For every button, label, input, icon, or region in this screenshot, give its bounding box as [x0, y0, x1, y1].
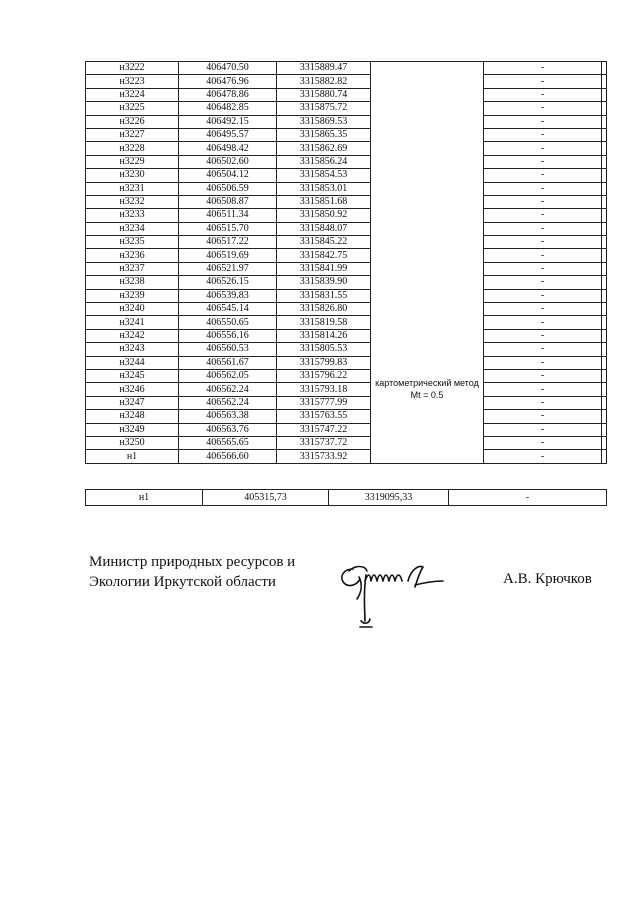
y-cell: 3315814.26	[277, 329, 371, 342]
x-cell: 406562.05	[179, 369, 277, 382]
edge-cell	[602, 276, 607, 289]
edge-cell	[602, 343, 607, 356]
x-cell: 406504.12	[179, 169, 277, 182]
y-cell: 3315882.82	[277, 75, 371, 88]
y-cell: 3315733.92	[277, 450, 371, 463]
table-row	[86, 262, 607, 275]
point-cell: н3235	[86, 236, 179, 249]
y-cell: 3315862.69	[277, 142, 371, 155]
table-row	[86, 450, 607, 463]
point-cell: н3238	[86, 276, 179, 289]
edge-cell	[602, 75, 607, 88]
edge-cell	[602, 303, 607, 316]
mt-cell: -	[484, 356, 602, 369]
x-cell: 406492.15	[179, 115, 277, 128]
point-cell: н3231	[86, 182, 179, 195]
point-cell: н3223	[86, 75, 179, 88]
handwritten-signature	[335, 555, 450, 633]
edge-cell	[602, 236, 607, 249]
table-row	[86, 410, 607, 423]
y-cell: 3315796.22	[277, 369, 371, 382]
x-cell: 406563.38	[179, 410, 277, 423]
x-cell: 406566.60	[179, 450, 277, 463]
mt-cell: -	[484, 128, 602, 141]
y-cell: 3315841.99	[277, 262, 371, 275]
point-cell: н3229	[86, 155, 179, 168]
y-cell: 3315853.01	[277, 182, 371, 195]
mt-cell: -	[484, 343, 602, 356]
x-cell: 406550.65	[179, 316, 277, 329]
mt-cell: -	[484, 450, 602, 463]
point-cell: н3245	[86, 369, 179, 382]
table-row	[86, 423, 607, 436]
mt-cell: -	[484, 195, 602, 208]
edge-cell	[602, 128, 607, 141]
edge-cell	[602, 62, 607, 75]
edge-cell	[602, 450, 607, 463]
edge-cell	[602, 316, 607, 329]
mt-cell: -	[449, 490, 607, 506]
mt-cell: -	[484, 316, 602, 329]
x-cell: 406545.14	[179, 303, 277, 316]
point-cell: н3239	[86, 289, 179, 302]
mt-cell: -	[484, 436, 602, 449]
y-cell: 3315805.53	[277, 343, 371, 356]
edge-cell	[602, 222, 607, 235]
edge-cell	[602, 289, 607, 302]
point-cell: н3249	[86, 423, 179, 436]
edge-cell	[602, 262, 607, 275]
point-cell: н3241	[86, 316, 179, 329]
mt-cell: -	[484, 396, 602, 409]
x-cell: 406556.16	[179, 329, 277, 342]
edge-cell	[602, 88, 607, 101]
point-cell: н3243	[86, 343, 179, 356]
point-cell: н3224	[86, 88, 179, 101]
y-cell: 3315777.99	[277, 396, 371, 409]
y-cell: 3315889.47	[277, 62, 371, 75]
mt-cell: -	[484, 329, 602, 342]
table-row	[86, 115, 607, 128]
mt-cell: -	[484, 369, 602, 382]
y-cell: 3315865.35	[277, 128, 371, 141]
x-cell: 406495.57	[179, 128, 277, 141]
mt-cell: -	[484, 303, 602, 316]
table-row	[86, 88, 607, 101]
mt-cell: -	[484, 209, 602, 222]
mt-cell: -	[484, 289, 602, 302]
y-cell: 3315848.07	[277, 222, 371, 235]
table-row	[86, 490, 607, 506]
x-cell: 406521.97	[179, 262, 277, 275]
y-cell: 3315842.75	[277, 249, 371, 262]
table-row	[86, 369, 607, 382]
point-cell: н3225	[86, 102, 179, 115]
y-cell: 3315763.55	[277, 410, 371, 423]
x-cell: 406526.15	[179, 276, 277, 289]
mt-cell: -	[484, 249, 602, 262]
point-cell: н3247	[86, 396, 179, 409]
x-cell: 406562.24	[179, 396, 277, 409]
point-cell: н3228	[86, 142, 179, 155]
edge-cell	[602, 356, 607, 369]
table-row	[86, 236, 607, 249]
x-cell: 406498.42	[179, 142, 277, 155]
point-cell: н1	[86, 450, 179, 463]
edge-cell	[602, 142, 607, 155]
point-cell: н3240	[86, 303, 179, 316]
edge-cell	[602, 383, 607, 396]
x-cell: 406502.60	[179, 155, 277, 168]
edge-cell	[602, 396, 607, 409]
mt-cell: -	[484, 169, 602, 182]
x-cell: 406478.86	[179, 88, 277, 101]
point-cell: н3248	[86, 410, 179, 423]
point-cell: н3236	[86, 249, 179, 262]
mt-cell: -	[484, 62, 602, 75]
x-cell: 406476.96	[179, 75, 277, 88]
table-row	[86, 102, 607, 115]
x-cell: 406470.50	[179, 62, 277, 75]
edge-cell	[602, 155, 607, 168]
point-cell: н3244	[86, 356, 179, 369]
point-cell: н3233	[86, 209, 179, 222]
mt-cell: -	[484, 410, 602, 423]
edge-cell	[602, 369, 607, 382]
x-cell: 406517.22	[179, 236, 277, 249]
mt-cell: -	[484, 262, 602, 275]
y-cell: 3315747.22	[277, 423, 371, 436]
point-cell: н3227	[86, 128, 179, 141]
edge-cell	[602, 436, 607, 449]
mt-cell: -	[484, 423, 602, 436]
point-cell: н3222	[86, 62, 179, 75]
table-row	[86, 276, 607, 289]
mt-cell: -	[484, 75, 602, 88]
y-cell: 3315737.72	[277, 436, 371, 449]
y-cell: 3315875.72	[277, 102, 371, 115]
y-cell: 3315856.24	[277, 155, 371, 168]
table-row	[86, 169, 607, 182]
x-cell: 406561.67	[179, 356, 277, 369]
signatory-title-line2: Экологии Иркутской области	[89, 574, 276, 590]
x-cell: 406560.53	[179, 343, 277, 356]
table-row	[86, 289, 607, 302]
y-cell: 3315851.68	[277, 195, 371, 208]
mt-cell: -	[484, 115, 602, 128]
x-cell: 406565.65	[179, 436, 277, 449]
x-cell: 406539.83	[179, 289, 277, 302]
signatory-name: А.В. Крючков	[503, 571, 592, 587]
point-cell: н3226	[86, 115, 179, 128]
mt-cell: -	[484, 222, 602, 235]
y-cell: 3315845.22	[277, 236, 371, 249]
edge-cell	[602, 209, 607, 222]
edge-cell	[602, 423, 607, 436]
mt-cell: -	[484, 142, 602, 155]
method-cell: картометрический метод Mt = 0.5	[371, 62, 484, 464]
edge-cell	[602, 249, 607, 262]
x-cell: 406506.59	[179, 182, 277, 195]
x-cell: 405315,73	[203, 490, 329, 506]
edge-cell	[602, 410, 607, 423]
table-row	[86, 329, 607, 342]
mt-cell: -	[484, 383, 602, 396]
table-row	[86, 128, 607, 141]
table-row	[86, 316, 607, 329]
mt-cell: -	[484, 88, 602, 101]
table-row	[86, 62, 607, 75]
y-cell: 3315831.55	[277, 289, 371, 302]
y-cell: 3315869.53	[277, 115, 371, 128]
y-cell: 3315793.18	[277, 383, 371, 396]
table-row	[86, 222, 607, 235]
point-cell: н1	[86, 490, 203, 506]
table-row	[86, 436, 607, 449]
edge-cell	[602, 115, 607, 128]
table-row	[86, 396, 607, 409]
table-row	[86, 356, 607, 369]
y-cell: 3319095,33	[329, 490, 449, 506]
point-cell: н3242	[86, 329, 179, 342]
y-cell: 3315850.92	[277, 209, 371, 222]
edge-cell	[602, 182, 607, 195]
y-cell: 3315839.90	[277, 276, 371, 289]
mt-cell: -	[484, 102, 602, 115]
mt-cell: -	[484, 236, 602, 249]
x-cell: 406515.70	[179, 222, 277, 235]
point-cell: н3234	[86, 222, 179, 235]
table-row	[86, 209, 607, 222]
point-cell: н3230	[86, 169, 179, 182]
signatory-title	[89, 552, 295, 592]
mt-cell: -	[484, 276, 602, 289]
signatory-title-line1: Министр природных ресурсов и	[89, 554, 296, 570]
x-cell: 406482.85	[179, 102, 277, 115]
y-cell: 3315880.74	[277, 88, 371, 101]
table-row	[86, 249, 607, 262]
point-cell: н3246	[86, 383, 179, 396]
x-cell: 406519.69	[179, 249, 277, 262]
point-cell: н3232	[86, 195, 179, 208]
table-row	[86, 195, 607, 208]
y-cell: 3315819.58	[277, 316, 371, 329]
x-cell: 406511.34	[179, 209, 277, 222]
y-cell: 3315799.83	[277, 356, 371, 369]
x-cell: 406508.87	[179, 195, 277, 208]
edge-cell	[602, 169, 607, 182]
y-cell: 3315826.80	[277, 303, 371, 316]
table-row	[86, 303, 607, 316]
mt-cell: -	[484, 155, 602, 168]
coordinates-table	[85, 61, 607, 464]
edge-cell	[602, 329, 607, 342]
x-cell: 406562.24	[179, 383, 277, 396]
mt-cell: -	[484, 182, 602, 195]
edge-cell	[602, 102, 607, 115]
point-cell: н3237	[86, 262, 179, 275]
edge-cell	[602, 195, 607, 208]
point-cell: н3250	[86, 436, 179, 449]
table-row	[86, 182, 607, 195]
table-row	[86, 142, 607, 155]
y-cell: 3315854.53	[277, 169, 371, 182]
table-row	[86, 343, 607, 356]
table-row	[86, 155, 607, 168]
table-row	[86, 383, 607, 396]
table-row	[86, 75, 607, 88]
x-cell: 406563.76	[179, 423, 277, 436]
closing-row-table	[85, 489, 607, 506]
